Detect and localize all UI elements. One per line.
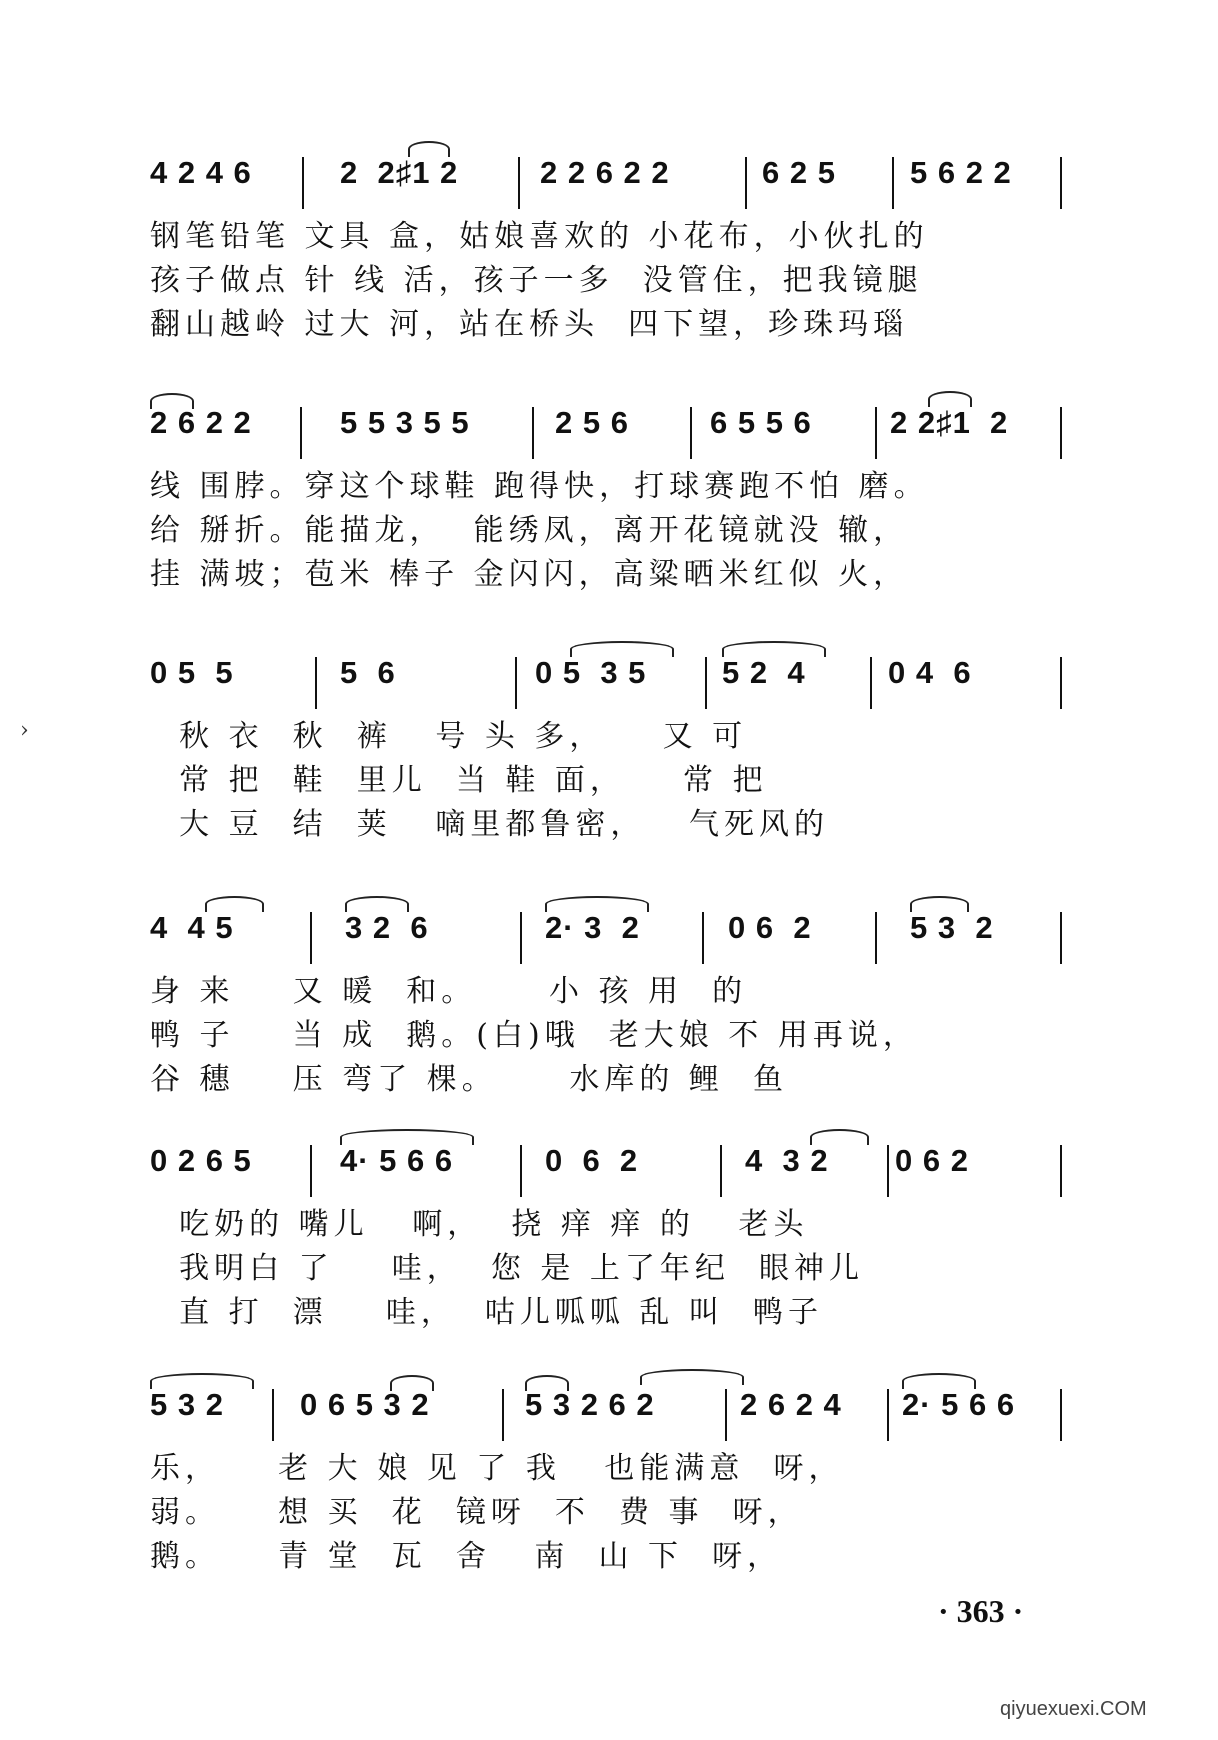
notation-line: [150, 405, 1070, 465]
bar-notes: 5 3 2: [150, 1387, 224, 1422]
notation-line: [150, 155, 1070, 215]
bar-notes: 5 6: [340, 655, 396, 690]
bar-notes: 5 6 2 2: [910, 155, 1012, 190]
bar-notes: 2 6 2 2: [150, 405, 252, 440]
lyric-verse-1: 线 围脖。穿这个球鞋 跑得快，打球赛跑不怕 磨。: [150, 469, 929, 504]
lyric-verse-2: 常 把 鞋 里儿 当 鞋 面， 常 把: [150, 763, 768, 798]
bar-notes: 0 6 2: [895, 1143, 969, 1178]
bar-notes: 2 6 2 4: [740, 1387, 842, 1422]
page-number: · 363 ·: [938, 1593, 1024, 1629]
lyric-verse-2: 鸭 子 当 成 鹅。(白)哦 老大娘 不 用再说，: [150, 1018, 918, 1053]
bar-notes: 5 2 4: [722, 655, 806, 690]
lyric-verse-2: 孩子做点 针 线 活，孩子一多 没管住，把我镜腿: [150, 263, 923, 298]
lyric-verse-1: 乐， 老 大 娘 见 了 我 也能满意 呀，: [150, 1451, 844, 1486]
bar-notes: 5 3 2: [910, 910, 994, 945]
lyric-verse-3: 谷 穗 压 弯了 棵。 水库的 鲤 鱼: [150, 1062, 789, 1097]
bar-notes: 6 5 5 6: [710, 405, 812, 440]
lyric-verse-3: 挂 满坡；苞米 棒子 金闪闪，高粱晒米红似 火，: [150, 557, 909, 592]
bar-notes: 0 6 2: [728, 910, 812, 945]
bar-notes: 0 6 2: [545, 1143, 639, 1178]
lyric-verse-3: 翻山越岭 过大 河，站在桥头 四下望，珍珠玛瑙: [150, 307, 909, 342]
notation-line: [150, 1143, 1070, 1203]
bar-notes: 0 2 6 5: [150, 1143, 252, 1178]
notation-line: [150, 1387, 1070, 1447]
bar-notes: 0 5 5: [150, 655, 234, 690]
bar-notes: 0 6 5 3 2: [300, 1387, 430, 1422]
bar-notes: 2 2♯1 2: [890, 405, 1009, 440]
score-system-5: [150, 1143, 1070, 1335]
bar-notes: 0 4 6: [888, 655, 972, 690]
bar-notes: 3 2 6: [345, 910, 429, 945]
lyric-verse-2: 给 掰折。能描龙， 能绣凤，离开花镜就没 辙，: [150, 513, 909, 548]
bar-notes: 2 5 6: [555, 405, 629, 440]
bar-notes: 0 5 3 5: [535, 655, 647, 690]
score-system-1: [150, 155, 1070, 347]
lyric-verse-1: 秋 衣 秋 裤 号 头 多， 又 可: [150, 719, 748, 754]
margin-mark: ›: [20, 718, 29, 743]
bar-notes: 2 2♯1 2: [340, 155, 459, 190]
lyric-verse-3: 大 豆 结 荚 嘀里都鲁密， 气死风的: [150, 807, 829, 842]
bar-notes: 5 5 3 5 5: [340, 405, 470, 440]
lyric-verse-1: 身 来 又 暖 和。 小 孩 用 的: [150, 974, 748, 1009]
bar-notes: 2 2 6 2 2: [540, 155, 670, 190]
score-system-6: [150, 1387, 1070, 1579]
bar-notes: 4 3 2: [745, 1143, 829, 1178]
bar-notes: 2· 5 6 6: [902, 1387, 1016, 1422]
bar-notes: 4 4 5: [150, 910, 234, 945]
notation-line: [150, 655, 1070, 715]
score-system-4: [150, 910, 1070, 1102]
lyric-verse-3: 直 打 漂 哇， 咕儿呱呱 乱 叫 鸭子: [150, 1295, 824, 1330]
bar-notes: 6 2 5: [762, 155, 836, 190]
bar-notes: 4 2 4 6: [150, 155, 252, 190]
score-system-2: [150, 405, 1070, 597]
lyric-verse-2: 弱。 想 买 花 镜呀 不 费 事 呀，: [150, 1495, 803, 1530]
watermark: qiyuexuexi.COM: [1000, 1698, 1147, 1720]
lyric-verse-1: 钢笔铅笔 文具 盒，姑娘喜欢的 小花布，小伙扎的: [150, 219, 929, 254]
bar-notes: 2· 3 2: [545, 910, 640, 945]
notation-line: [150, 910, 1070, 970]
lyric-verse-3: 鹅。 青 堂 瓦 舍 南 山 下 呀，: [150, 1539, 783, 1574]
lyric-verse-2: 我明白 了 哇， 您 是 上了年纪 眼神儿: [150, 1251, 864, 1286]
bar-notes: 5 3 2 6 2: [525, 1387, 655, 1422]
lyric-verse-1: 吃奶的 嘴儿 啊， 挠 痒 痒 的 老头: [150, 1207, 809, 1242]
score-system-3: [150, 655, 1070, 847]
bar-notes: 4· 5 6 6: [340, 1143, 454, 1178]
